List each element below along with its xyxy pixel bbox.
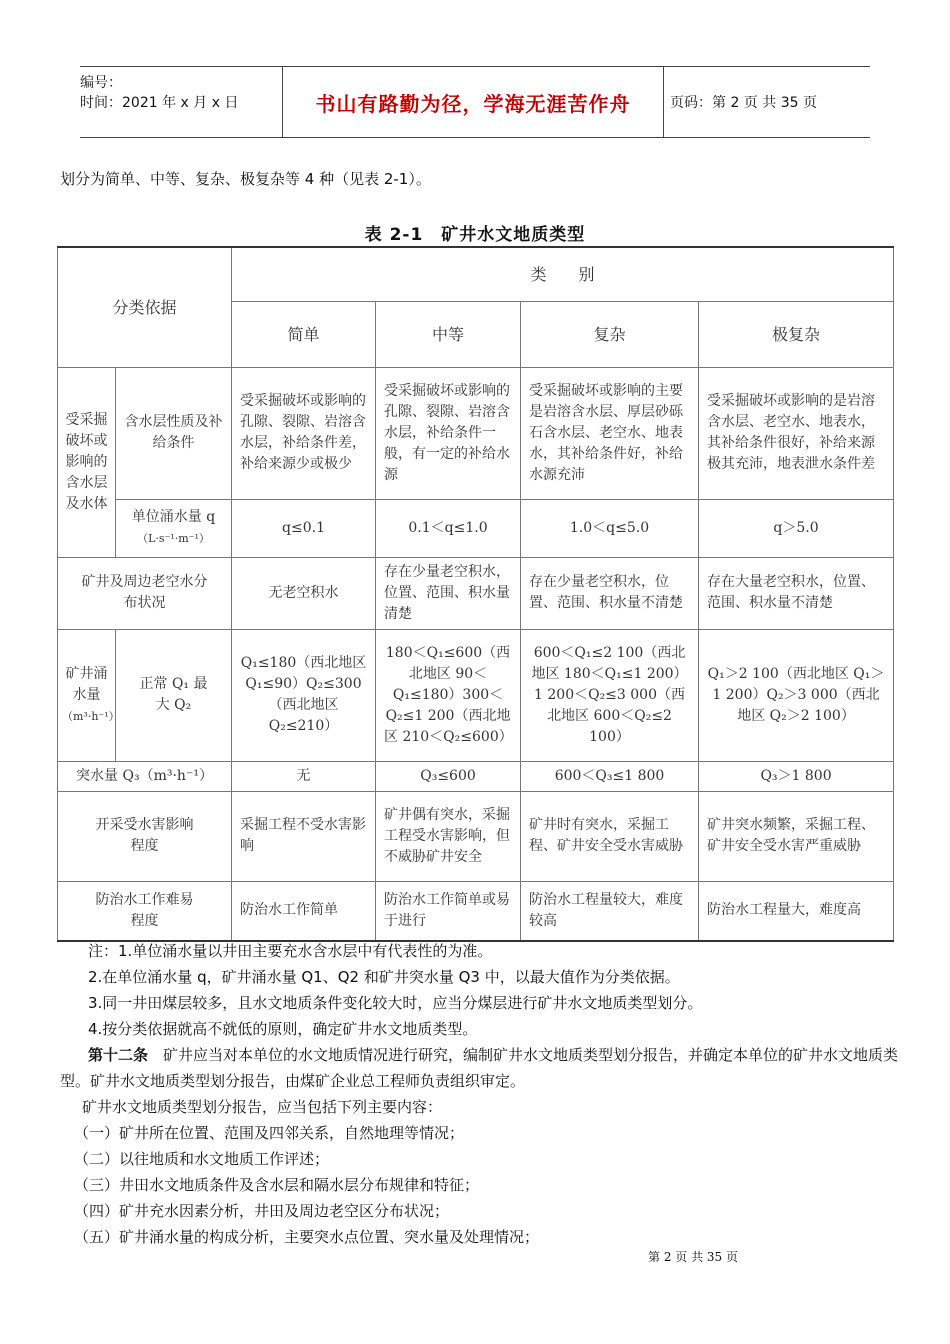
intro-paragraph: 划分为简单、中等、复杂、极复杂等 4 种（见表 2-1）。 bbox=[60, 170, 431, 188]
unit-inflow-name: 单位涌水量 q bbox=[131, 509, 216, 525]
list-item: （二）以往地质和水文地质工作评述； bbox=[74, 1150, 330, 1168]
table-header-row bbox=[58, 247, 894, 301]
page-header bbox=[80, 66, 870, 138]
cell-very-complex: 受采掘破坏或影响的是岩溶含水层、老空水、地表水，其补给条件很好，补给来源极其充沛，地表泄水条件差 bbox=[699, 367, 894, 499]
cell-very-complex: Q₃＞1 800 bbox=[699, 761, 894, 791]
note-3: 3.同一井田煤层较多，且水文地质条件变化较大时，应当分煤层进行矿井水文地质类型划分。 bbox=[88, 994, 703, 1012]
cell-medium: 受采掘破坏或影响的孔隙、裂隙、岩溶含水层，补给条件一般，有一定的补给水源 bbox=[376, 367, 521, 499]
header-page-number: 页码：第 2 页 共 35 页 bbox=[670, 95, 817, 111]
cell-simple: 无 bbox=[232, 761, 376, 791]
cell-very-complex: Q₁＞2 100（西北地区 Q₁＞1 200）Q₂＞3 000（西北地区 Q₂＞2 100） bbox=[699, 629, 894, 761]
mine-inflow-unit: （m³·h⁻¹） bbox=[62, 709, 120, 723]
header-basis: 分类依据 bbox=[58, 247, 232, 367]
article-12-title: 第十二条 bbox=[88, 1046, 149, 1064]
cell-complex: 存在少量老空积水，位置、范围、积水量不清楚 bbox=[521, 557, 699, 629]
row-aquifer-label: 含水层性质及补给条件 bbox=[116, 367, 232, 499]
row-burst-label: 突水量 Q₃（m³·h⁻¹） bbox=[58, 761, 232, 791]
note-1: 注：1.单位涌水量以井田主要充水含水层中有代表性的为准。 bbox=[88, 942, 493, 960]
header-complex: 复杂 bbox=[521, 301, 699, 367]
cell-complex: 防治水工程量较大，难度较高 bbox=[521, 881, 699, 941]
cell-simple: 防治水工作简单 bbox=[232, 881, 376, 941]
document-time: 时间：2021 年 x 月 x 日 bbox=[80, 95, 239, 111]
cell-simple: q≤0.1 bbox=[232, 499, 376, 557]
table-row bbox=[58, 791, 894, 881]
list-item: （五）矿井涌水量的构成分析，主要突水点位置、突水量及处理情况； bbox=[74, 1228, 540, 1246]
cell-very-complex: 矿井突水频繁，采掘工程、矿井安全受水害严重威胁 bbox=[699, 791, 894, 881]
header-medium: 中等 bbox=[376, 301, 521, 367]
table-row bbox=[58, 629, 894, 761]
row-inflow-label bbox=[58, 629, 120, 761]
cell-complex: 矿井时有突水，采掘工程、矿井安全受水害威胁 bbox=[521, 791, 699, 881]
header-category: 类 别 bbox=[232, 247, 894, 301]
body-text bbox=[60, 938, 900, 1250]
row-prevention-label: 防治水工作难易程度 bbox=[58, 881, 232, 941]
header-simple: 简单 bbox=[232, 301, 376, 367]
cell-very-complex: q＞5.0 bbox=[699, 499, 894, 557]
page-footer: 第 2 页 共 35 页 bbox=[648, 1250, 738, 1264]
row-unit-inflow-label bbox=[116, 499, 232, 557]
table-row bbox=[58, 557, 894, 629]
cell-medium: 0.1＜q≤1.0 bbox=[376, 499, 521, 557]
cell-medium: Q₃≤600 bbox=[376, 761, 521, 791]
cell-complex: 600＜Q₁≤2 100（西北地区 180＜Q₁≤1 200）1 200＜Q₂≤3 000（西北地区 600＜Q₂≤2 100） bbox=[521, 629, 699, 761]
table-row bbox=[58, 881, 894, 941]
row-impact-label: 开采受水害影响程度 bbox=[58, 791, 232, 881]
cell-simple: Q₁≤180（西北地区 Q₁≤90）Q₂≤300（西北地区 Q₂≤210） bbox=[232, 629, 376, 761]
cell-very-complex: 防治水工程量大，难度高 bbox=[699, 881, 894, 941]
cell-medium: 180＜Q₁≤600（西北地区 90＜Q₁≤180）300＜Q₂≤1 200（西北地区 210＜Q₂≤600） bbox=[376, 629, 521, 761]
list-item: （三）井田水文地质条件及含水层和隔水层分布规律和特征； bbox=[74, 1176, 480, 1194]
article-12-text: 矿井应当对本单位的水文地质情况进行研究，编制矿井水文地质类型划分报告，并确定本单位的矿井水文地质类型。矿井水文地质类型划分报告，由煤矿企业总工程师负责组织审定。 bbox=[60, 1046, 899, 1090]
header-very-complex: 极复杂 bbox=[699, 301, 894, 367]
row-inflow-sublabel: 正常 Q₁ 最大 Q₂ bbox=[116, 629, 232, 761]
table-caption: 表 2-1 矿井水文地质类型 bbox=[364, 225, 586, 245]
cell-medium: 存在少量老空积水，位置、范围、积水量清楚 bbox=[376, 557, 521, 629]
cell-very-complex: 存在大量老空积水，位置、范围、积水量不清楚 bbox=[699, 557, 894, 629]
header-motto: 书山有路勤为径，学海无涯苦作舟 bbox=[282, 67, 664, 137]
cell-simple: 采掘工程不受水害影响 bbox=[232, 791, 376, 881]
unit-inflow-unit: （L·s⁻¹·m⁻¹） bbox=[137, 532, 210, 545]
cell-complex: 600＜Q₃≤1 800 bbox=[521, 761, 699, 791]
article-12-paragraph bbox=[60, 1042, 900, 1094]
table-row bbox=[58, 367, 894, 499]
cell-simple: 受采掘破坏或影响的孔隙、裂隙、岩溶含水层，补给条件差，补给来源少或极少 bbox=[232, 367, 376, 499]
cell-medium: 防治水工作简单或易于进行 bbox=[376, 881, 521, 941]
header-meta bbox=[80, 67, 282, 137]
cell-medium: 矿井偶有突水，采掘工程受水害影响，但不威胁矿井安全 bbox=[376, 791, 521, 881]
cell-simple: 无老空积水 bbox=[232, 557, 376, 629]
note-4: 4.按分类依据就高不就低的原则，确定矿井水文地质类型。 bbox=[88, 1020, 478, 1038]
list-item: （一）矿井所在位置、范围及四邻关系，自然地理等情况； bbox=[74, 1124, 465, 1142]
list-item: （四）矿井充水因素分析，井田及周边老空区分布状况； bbox=[74, 1202, 450, 1220]
report-intro: 矿井水文地质类型划分报告，应当包括下列主要内容： bbox=[82, 1098, 443, 1116]
note-2: 2.在单位涌水量 q，矿井涌水量 Q1、Q2 和矿井突水量 Q3 中，以最大值作为分类依据。 bbox=[88, 968, 680, 986]
table-row bbox=[58, 761, 894, 791]
cell-complex: 1.0＜q≤5.0 bbox=[521, 499, 699, 557]
mine-inflow-name: 矿井涌水量 bbox=[65, 665, 108, 703]
classification-table bbox=[57, 246, 893, 942]
table-row bbox=[58, 499, 894, 557]
document-number: 编号： bbox=[80, 75, 122, 91]
group-aquifer-label: 受采掘破坏或影响的含水层及水体 bbox=[58, 367, 116, 557]
cell-complex: 受采掘破坏或影响的主要是岩溶含水层、厚层砂砾石含水层、老空水、地表水，其补给条件好，补给水源充沛 bbox=[521, 367, 699, 499]
row-oldwater-label: 矿井及周边老空水分布状况 bbox=[58, 557, 232, 629]
